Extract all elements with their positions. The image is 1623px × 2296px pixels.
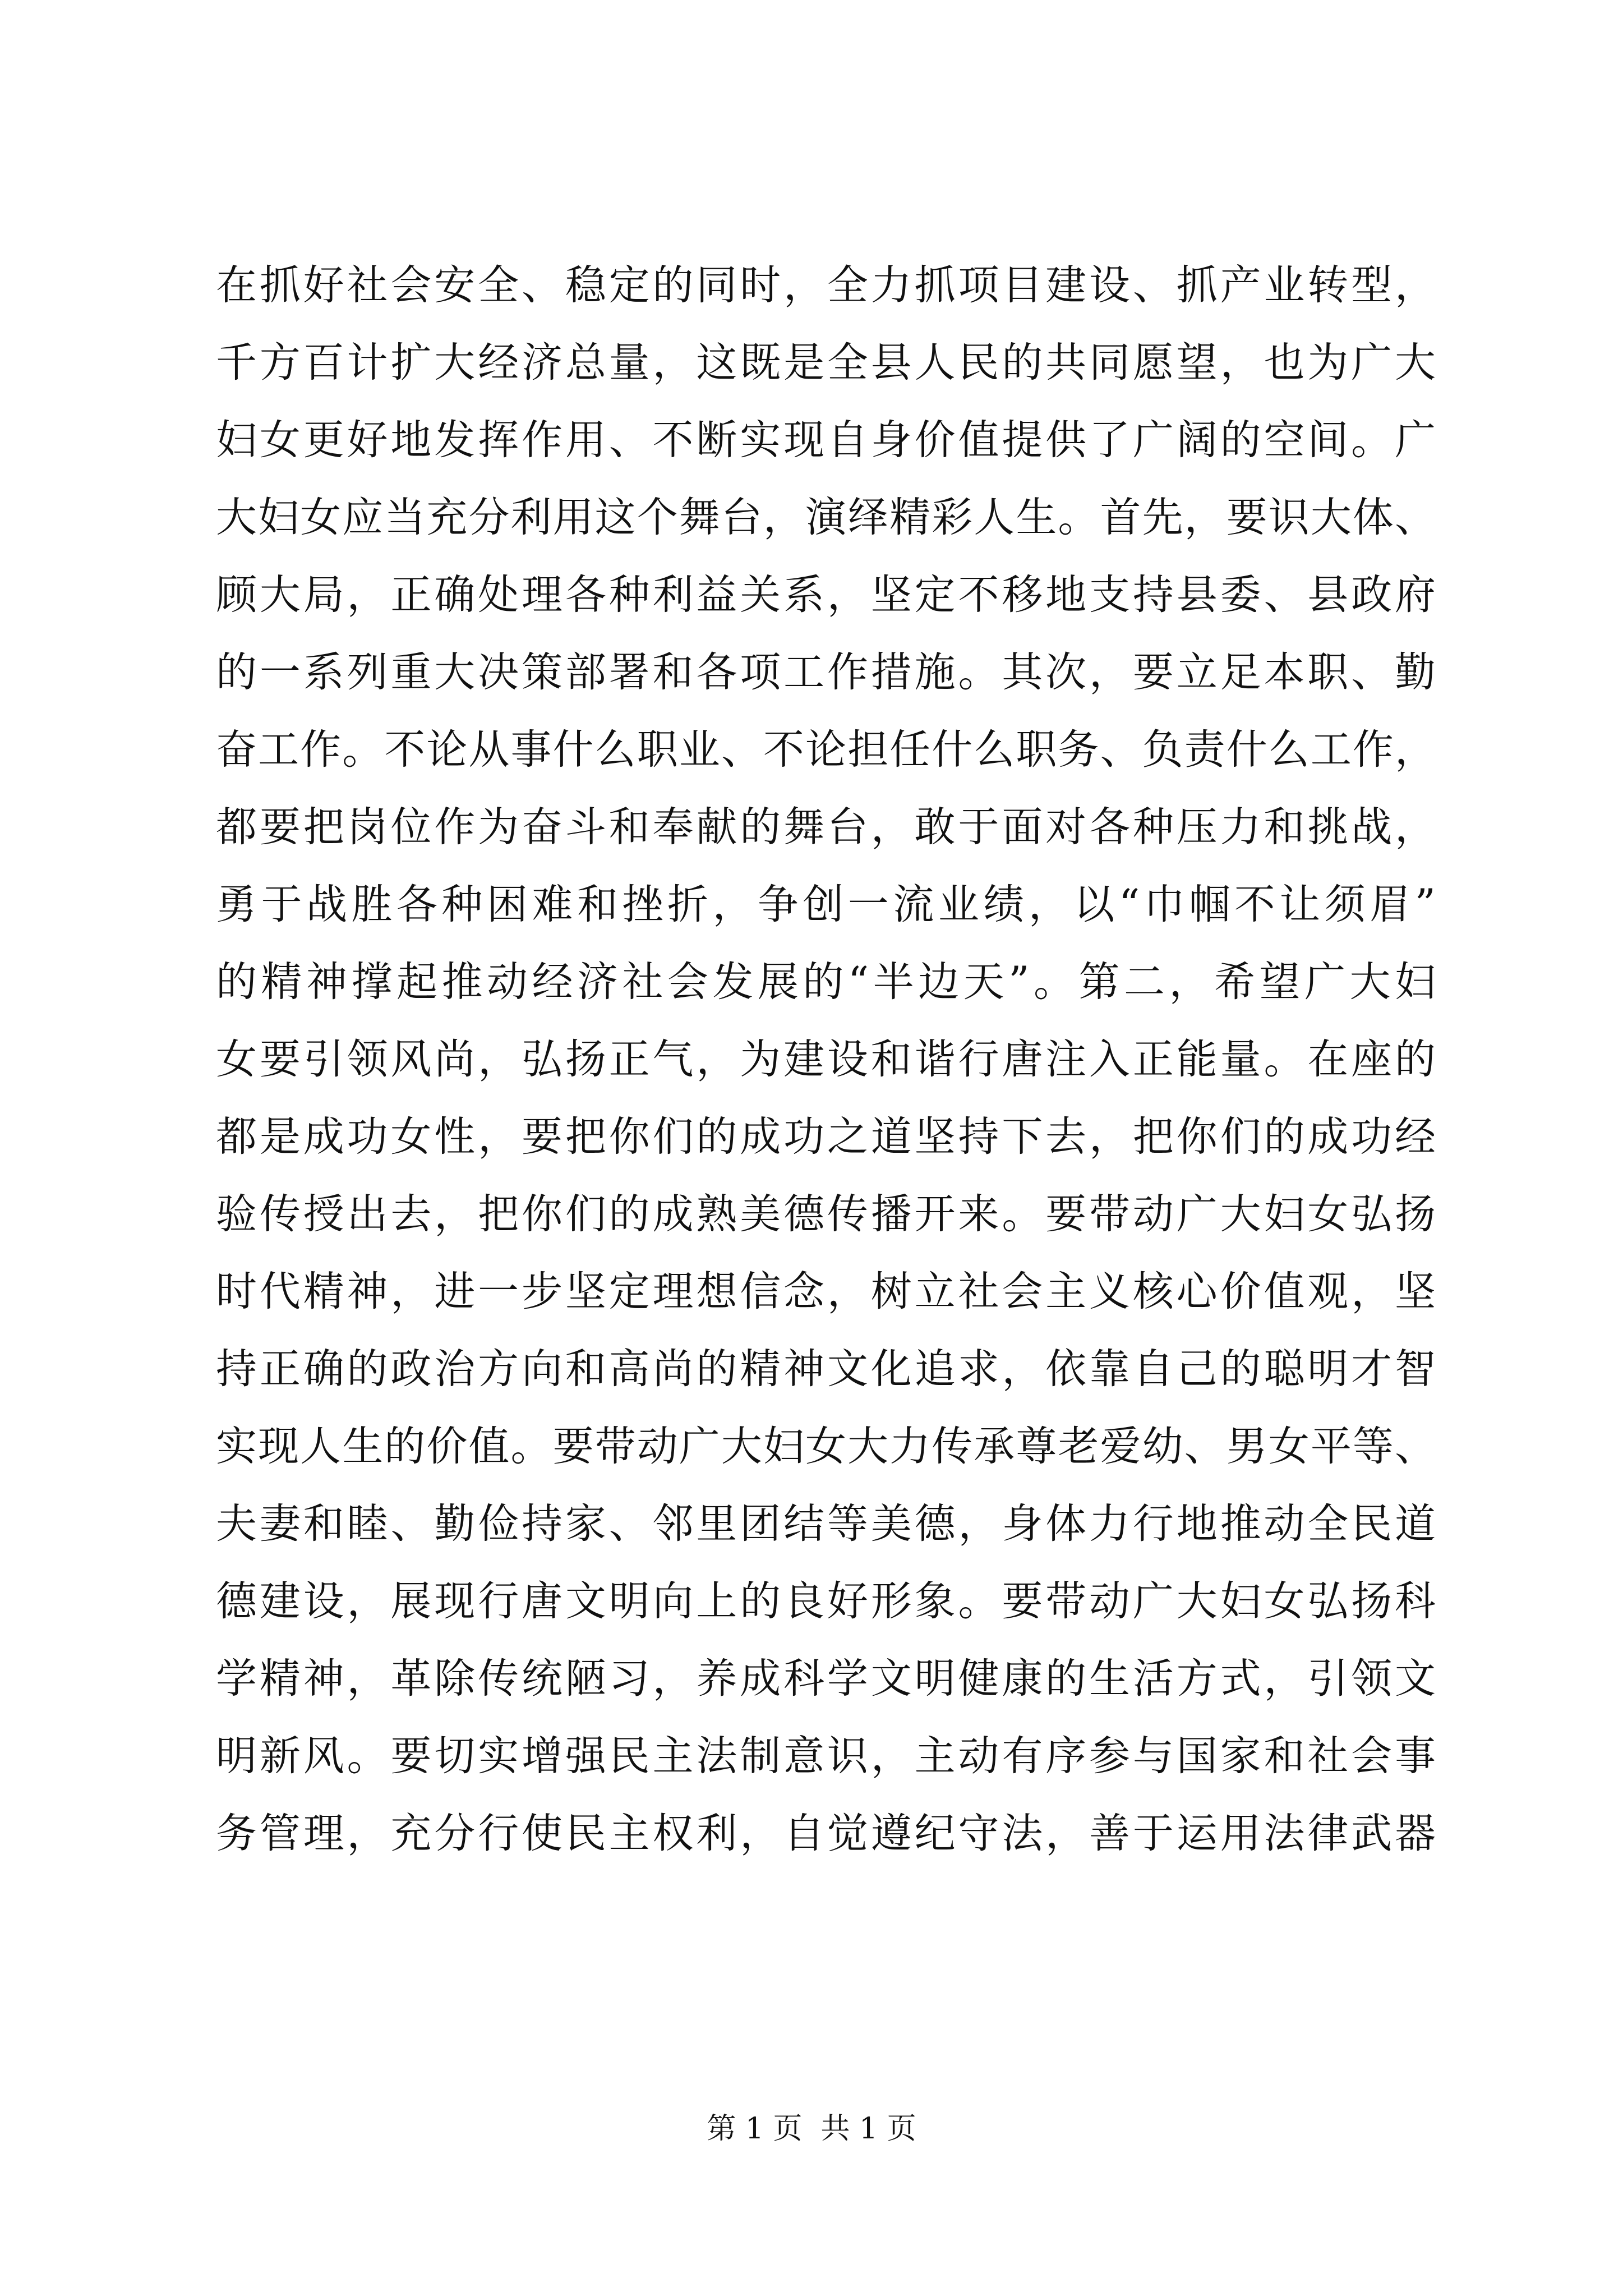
text-line: 学精神，革除传统陋习，养成科学文明健康的生活方式，引领文	[216, 1655, 1436, 1703]
page-footer: 第 1 页 共 1 页	[707, 2112, 916, 2146]
text-line: 时代精神，进一步坚定理想信念，树立社会主义核心价值观，坚	[216, 1268, 1436, 1315]
text-line: 务管理，充分行使民主权利，自觉遵纪守法，善于运用法律武器	[216, 1810, 1436, 1857]
text-line: 德建设，展现行唐文明向上的良好形象。要带动广大妇女弘扬科	[216, 1577, 1436, 1625]
text-line: 都要把岗位作为奋斗和奉献的舞台，敢于面对各种压力和挑战，	[216, 803, 1436, 851]
text-line: 女要引领风尚，弘扬正气，为建设和谐行唐注入正能量。在座的	[216, 1036, 1436, 1083]
text-line: 千方百计扩大经济总量，这既是全县人民的共同愿望，也为广大	[216, 339, 1436, 386]
body-paragraph	[216, 247, 1436, 1872]
text-line: 持正确的政治方向和高尚的精神文化追求，依靠自己的聪明才智	[216, 1345, 1436, 1393]
text-line: 明新风。要切实增强民主法制意识，主动有序参与国家和社会事	[216, 1732, 1436, 1780]
text-line: 大妇女应当充分利用这个舞台，演绎精彩人生。首先，要识大体、	[216, 494, 1436, 541]
text-line: 夫妻和睦、勤俭持家、邻里团结等美德，身体力行地推动全民道	[216, 1500, 1436, 1548]
text-line: 的一系列重大决策部署和各项工作措施。其次，要立足本职、勤	[216, 648, 1436, 696]
text-line: 奋工作。不论从事什么职业、不论担任什么职务、负责什么工作，	[216, 726, 1436, 774]
text-line: 实现人生的价值。要带动广大妇女大力传承尊老爱幼、男女平等、	[216, 1423, 1436, 1470]
text-line: 妇女更好地发挥作用、不断实现自身价值提供了广阔的空间。广	[216, 416, 1436, 464]
text-line: 顾大局，正确处理各种利益关系，坚定不移地支持县委、县政府	[216, 571, 1436, 619]
text-line: 在抓好社会安全、稳定的同时，全力抓项目建设、抓产业转型，	[216, 261, 1436, 309]
text-line: 勇于战胜各种困难和挫折，争创一流业绩，以“巾帼不让须眉”	[216, 881, 1436, 928]
text-line: 验传授出去，把你们的成熟美德传播开来。要带动广大妇女弘扬	[216, 1190, 1436, 1238]
text-line: 都是成功女性，要把你们的成功之道坚持下去，把你们的成功经	[216, 1113, 1436, 1161]
text-line: 的精神撑起推动经济社会发展的“半边天”。第二，希望广大妇	[216, 958, 1436, 1006]
